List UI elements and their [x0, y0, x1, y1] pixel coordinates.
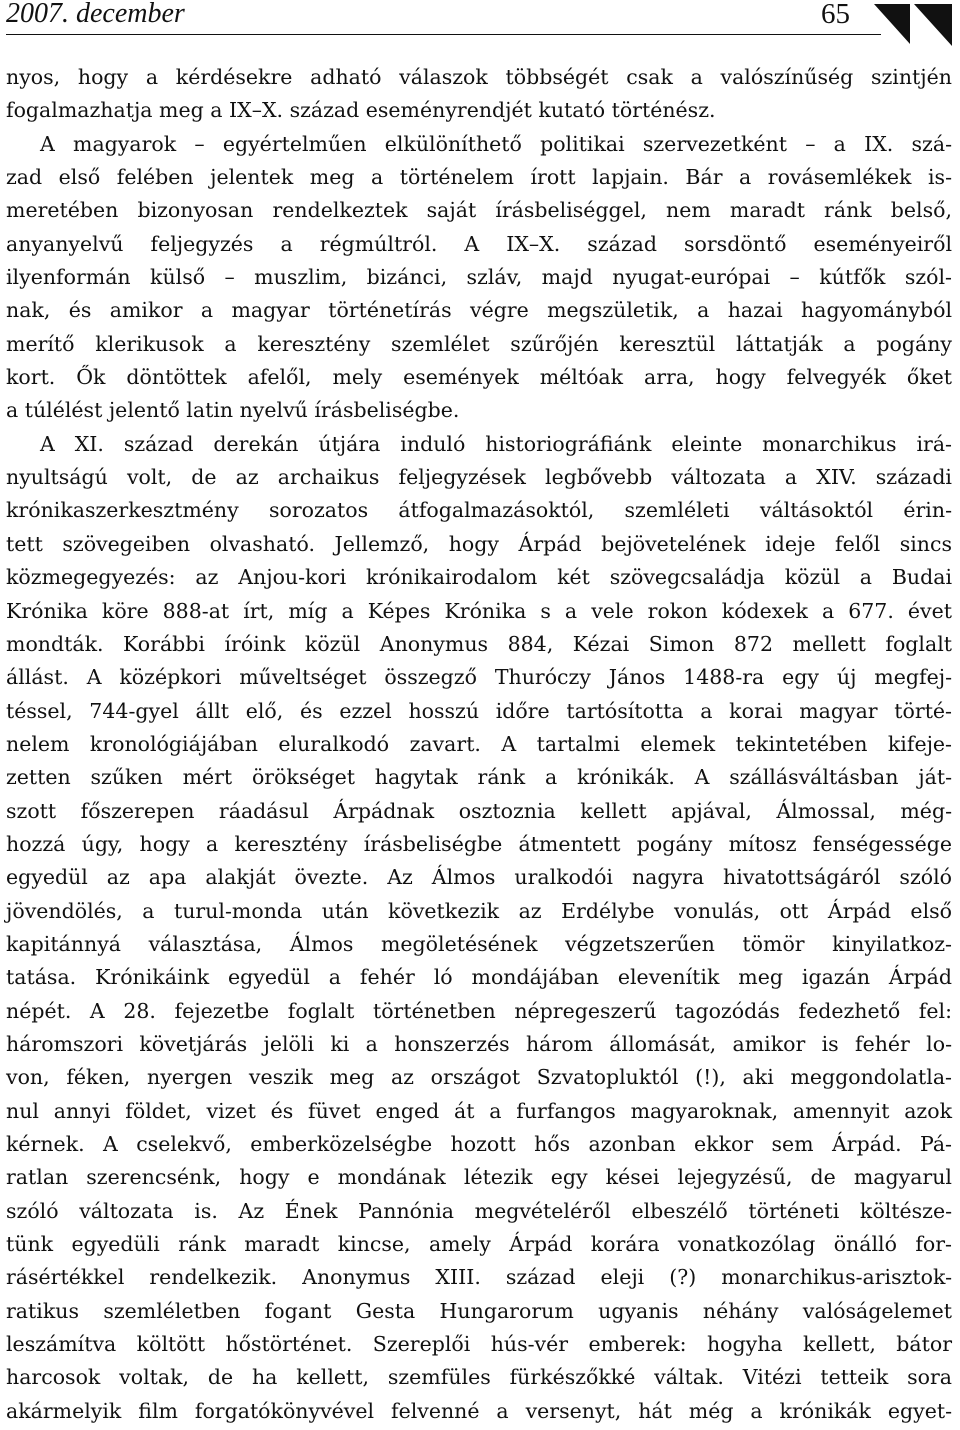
text-line: fogalmazhatja meg a IX–X. század eseményrendjét kutató történész.	[6, 98, 716, 123]
header-rule	[6, 34, 881, 35]
text-line: téssel, 744-gyel állt elő, és ezzel hosszú időre tartósította a korai magyar törté-	[6, 698, 952, 723]
text-line: akármelyik film forgatókönyvével felvenné a versenyt, hát még a krónikák egyet-	[6, 1398, 952, 1423]
page-number: 65	[821, 0, 850, 30]
article-body	[6, 61, 952, 1428]
page-header	[6, 0, 954, 46]
text-line: tünk egyedüli ránk maradt kincse, amely Árpád korára vonatkozólag önálló for-	[6, 1232, 952, 1257]
text-line: nul annyi földet, vizet és füvet enged át a furfangos magyaroknak, amennyit azok	[6, 1098, 952, 1123]
text-line: kérnek. A cselekvő, emberközelségbe hozott hős azonban ekkor sem Árpád. Pá-	[6, 1132, 952, 1156]
text-line: Krónika köre 888-at írt, míg a Képes Krónika s a vele rokon kódexek a 677. évet	[6, 598, 952, 623]
text-line: nak, és amikor a magyar történetírás végre megszületik, a hazai hagyományból	[6, 298, 952, 323]
text-line: rásértékkel rendelkezik. Anonymus XIII. század eleji (?) monarchikus-arisztok-	[6, 1265, 952, 1290]
issue-date: 2007. december	[6, 0, 185, 29]
text-line: tett szövegeiben olvasható. Jellemző, hogy Árpád bejövetelének ideje felől sincs	[6, 531, 952, 556]
text-line: állást. A középkori műveltséget összegző Thuróczy János 1488-ra egy új megfej-	[6, 665, 952, 690]
text-line: a túlélést jelentő latin nyelvű írásbeliségbe.	[6, 398, 460, 423]
text-line: A XI. század derekán útjára induló historiográfiánk eleinte monarchikus irá-	[40, 431, 952, 456]
text-line: zad első felében jelentek meg a történelem írott lapjain. Bár a rovásemlékek is-	[6, 165, 952, 190]
text-line: közmegegyezés: az Anjou-kori krónikairodalom két szövegcsaládja közül a Budai	[6, 565, 952, 590]
text-line: merítő klerikusok a keresztény szemlélet szűrőjén keresztül láttatják a pogány	[6, 331, 952, 356]
text-line: ratlan szerencsénk, hogy e mondának létezik egy kései lejegyzésű, de magyarul	[6, 1165, 952, 1190]
text-line: kort. Ők döntöttek afelől, mely események méltóak arra, hogy felvegyék őket	[6, 365, 952, 390]
text-line: nyultságú volt, de az archaikus feljegyzések legbővebb változata a XIV. századi	[6, 465, 952, 490]
text-line: kapitánnyá választása, Álmos megöletésének végzetszerűen tömör kinyilatkoz-	[6, 931, 952, 956]
text-line: leszámítva költött hőstörténet. Szereplői hús-vér emberek: hogyha kellett, bátor	[6, 1332, 952, 1357]
text-line: jövendölés, a turul-monda után következik az Erdélybe vonulás, ott Árpád első	[6, 898, 952, 923]
text-line: anyanyelvű feljegyzés a régmúltról. A IX–X. század sorsdöntő eseményeiről	[6, 231, 952, 256]
double-triangle-marks-icon	[874, 4, 952, 46]
text-line: ratikus szemléletben fogant Gesta Hungarorum ugyanis néhány valóságelemet	[6, 1298, 952, 1323]
text-line: háromszori követjárás jelöli ki a honszerzés három állomását, amikor is fehér lo-	[6, 1031, 952, 1056]
text-line: von, féken, nyergen veszik meg az országot Szvatopluktól (!), aki meggondolatla-	[6, 1065, 952, 1090]
text-line: hozzá úgy, hogy a keresztény írásbeliségbe átmentett pogány mítosz fenségessége	[6, 831, 952, 856]
text-line: szott főszerepen ráadásul Árpádnak osztoznia kellett apjával, Álmossal, még-	[6, 798, 952, 823]
text-line: meretében bizonyosan rendelkeztek saját írásbeliséggel, nem maradt ránk belső,	[6, 198, 952, 223]
text-line: nelem kronológiájában eluralkodó zavart. A tartalmi elemek tekintetében kifeje-	[6, 731, 952, 756]
text-line: ilyenformán külső – muszlim, bizánci, szláv, majd nyugat-európai – kútfők szól-	[6, 265, 952, 290]
text-line: nyos, hogy a kérdésekre adható válaszok többségét csak a valószínűség szintjén	[6, 65, 952, 89]
text-line: népét. A 28. fejezetbe foglalt történetben népregeszerű tagozódás fedezhető fel:	[6, 998, 952, 1023]
text-line: mondták. Korábbi íróink közül Anonymus 884, Kézai Simon 872 mellett foglalt	[6, 631, 952, 656]
text-line: zetten szűken mért örökséget hagytak ránk a krónikák. A szállásváltásban ját-	[6, 765, 952, 790]
text-line: szóló változata is. Az Ének Pannónia megvételéről elbeszélő történeti költésze-	[6, 1198, 952, 1223]
text-line: harcosok voltak, de ha kellett, szemfüles fürkészőkké váltak. Vitézi tetteik sora	[6, 1365, 952, 1390]
text-line: krónikaszerkesztmény sorozatos átfogalmazásoktól, szemléleti váltásoktól érin-	[6, 498, 952, 523]
text-line: A magyarok – egyértelműen elkülöníthető politikai szervezetként – a IX. szá-	[40, 131, 952, 156]
text-line: tatása. Krónikáink egyedül a fehér ló mondájában elevenítik meg igazán Árpád	[6, 965, 952, 990]
text-line: egyedül az apa alakját övezte. Az Álmos uralkodói nagyra hivatottságáról szóló	[6, 865, 952, 890]
